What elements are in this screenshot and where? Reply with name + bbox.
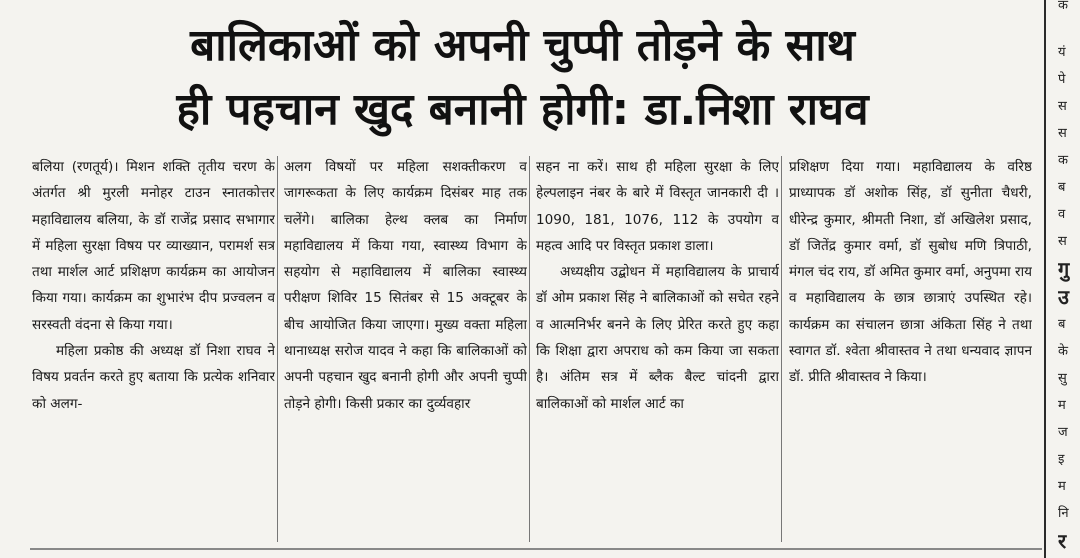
article-column-2 (284, 154, 527, 542)
adjacent-article-fragment (1058, 0, 1080, 558)
column-1-paragraph-2: महिला प्रकोष्ठ की अध्यक्ष डॉ निशा राघव ने विषय प्रवर्तन करते हुए बताया कि प्रत्येक शनिवार को अलग- (32, 343, 275, 412)
fragment-line: स (1058, 99, 1067, 114)
fragment-line: ब (1058, 317, 1066, 332)
fragment-line: र (1058, 529, 1067, 553)
fragment-line: क (1058, 153, 1068, 168)
fragment-line: ब (1058, 180, 1066, 195)
article-headline (0, 14, 1045, 142)
article-column-4 (789, 154, 1032, 542)
column-4-paragraph-1: प्रशिक्षण दिया गया। महाविद्यालय के वरिष्ठ प्राध्यापक डॉ अशोक सिंह, डॉ सुनीता चैधरी, धीरेन्द्र कुमार, श्रीमती निशा, डॉ अखिलेश प्रसाद, डॉ जितेंद्र कुमार वर्मा, डॉ सुबोध मणि त्रिपाठी, मंगल चंद राय, डॉ अमित कुमार वर्मा, अनुपमा राय व महाविद्यालय के छात्र छात्राएं उपस्थित रहे। कार्यक्रम का संचालन छात्रा अंकिता सिंह ने तथा स्वागत डॉ. श्वेता श्रीवास्तव ने तथा धन्यवाद ज्ञापन डॉ. प्रीति श्रीवास्तव ने किया। (789, 159, 1032, 386)
fragment-line: पे (1058, 72, 1066, 87)
fragment-line: के (1058, 344, 1068, 359)
fragment-line: इ (1058, 452, 1065, 467)
adjacent-article-rule (1044, 0, 1046, 558)
fragment-line: म (1058, 398, 1066, 413)
fragment-line: नि (1058, 506, 1069, 521)
fragment-line: ज (1058, 425, 1068, 440)
fragment-line: स (1058, 126, 1067, 141)
column-divider (277, 156, 278, 542)
fragment-line: क (1058, 0, 1068, 13)
headline-line-1: बालिकाओं को अपनी चुप्पी तोड़ने के साथ (190, 20, 855, 71)
fragment-line: गु (1058, 257, 1070, 281)
fragment-line: उ (1058, 285, 1069, 309)
column-divider (781, 156, 782, 542)
headline-line-2: ही पहचान खुद बनानी होगी: डा.निशा राघव (176, 84, 869, 135)
fragment-line: म (1058, 479, 1066, 494)
fragment-line: सु (1058, 371, 1067, 386)
column-divider (529, 156, 530, 542)
column-3-paragraph-1: सहन ना करें। साथ ही महिला सुरक्षा के लिए हेल्पलाइन नंबर के बारे में विस्तृत जानकारी दी । 1090, 181, 1076, 112 के उपयोग व महत्व आदि पर विस्तृत प्रकाश डाला। (536, 159, 779, 254)
column-3-paragraph-2: अध्यक्षीय उद्बोधन में महाविद्यालय के प्राचार्य डॉ ओम प्रकाश सिंह ने बालिकाओं को सचेत रहने व आत्मनिर्भर बनने के लिए प्रेरित करते हुए कहा कि शिक्षा द्वारा अपराध को कम किया जा सकता है। अंतिम सत्र में ब्लैक बैल्ट चांदनी द्वारा बालिकाओं को मार्शल आर्ट का (536, 264, 779, 412)
fragment-line: यं (1058, 45, 1066, 60)
column-2-paragraph-1: अलग विषयों पर महिला सशक्तीकरण व जागरूकता के लिए कार्यक्रम दिसंबर माह तक चलेंगे। बालिका हेल्थ क्लब का निर्माण महाविद्यालय में किया गया, स्वास्थ्य विभाग के सहयोग से महाविद्यालय में बालिका स्वास्थ्य परीक्षण शिविर 15 सितंबर से 15 अक्टूबर के बीच आयोजित किया जाएगा। मुख्य वक्ता महिला थानाध्यक्ष सरोज यादव ने कहा कि बालिकाओं को अपनी पहचान खुद बनानी होगी और अपनी चुप्पी तोड़ने होगी। किसी प्रकार का दुर्व्यवहार (284, 159, 527, 412)
fragment-line: व (1058, 207, 1066, 222)
column-1-paragraph-1: बलिया (रणतूर्य)। मिशन शक्ति तृतीय चरण के अंतर्गत श्री मुरली मनोहर टाउन स्नातकोत्तर महाविद्यालय बलिया, के डॉ राजेंद्र प्रसाद सभागार में महिला सुरक्षा विषय पर व्याख्यान, परामर्श सत्र तथा मार्शल आर्ट प्रशिक्षण कार्यक्रम का आयोजन किया गया। कार्यक्रम का शुभारंभ दीप प्रज्वलन व सरस्वती वंदना से किया गया। (32, 159, 275, 333)
article-column-3 (536, 154, 779, 542)
fragment-line: स (1058, 234, 1067, 249)
bottom-rule (30, 548, 1042, 550)
article-column-1 (32, 154, 275, 542)
